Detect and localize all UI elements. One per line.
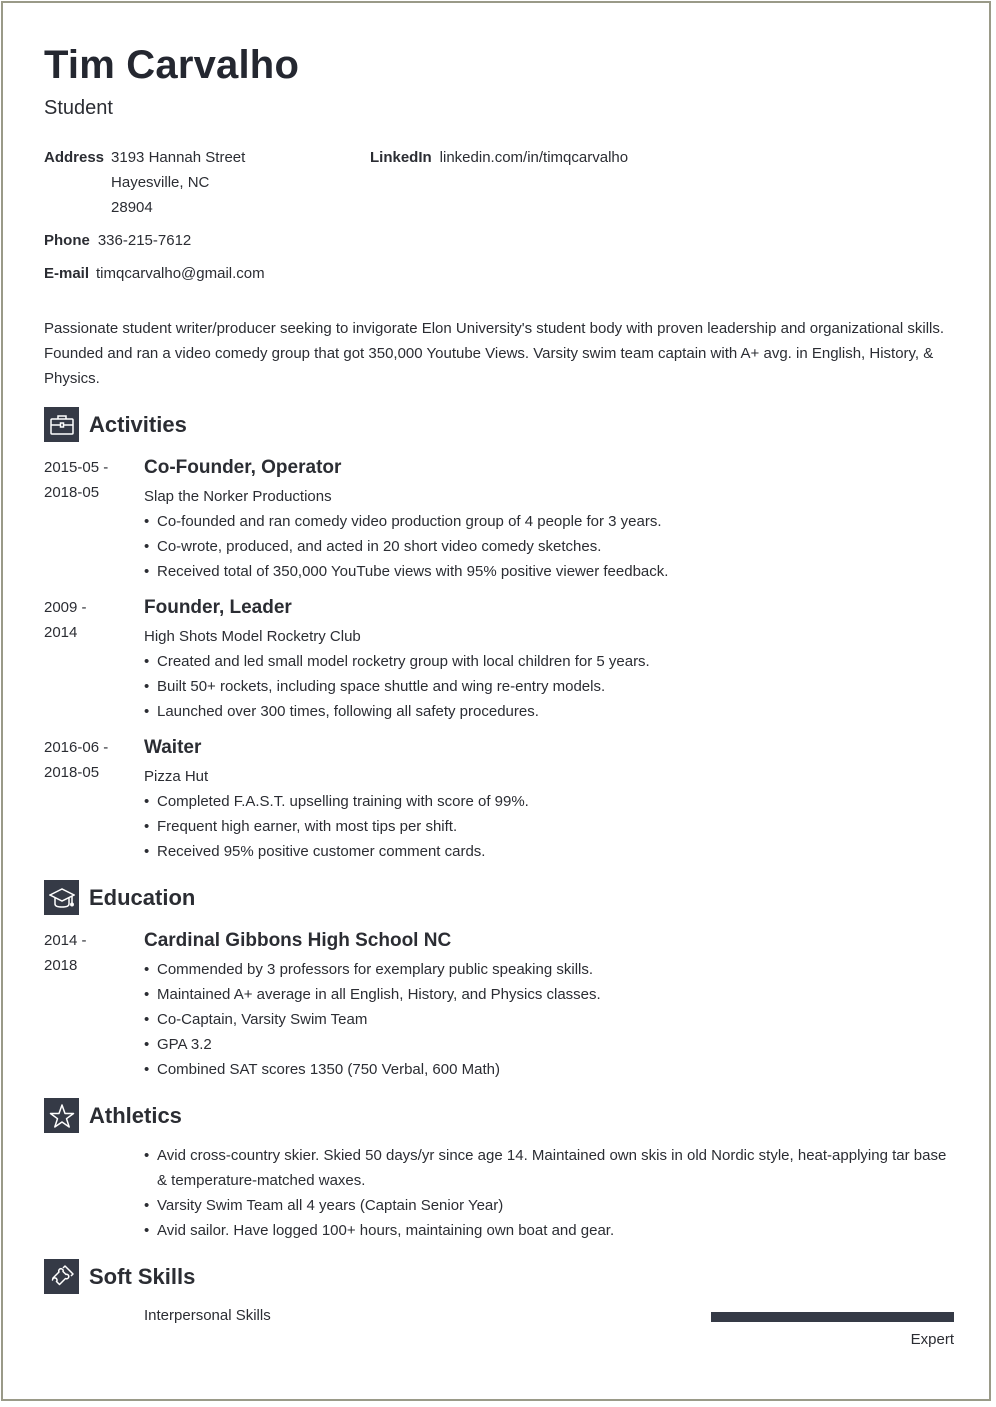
briefcase-icon — [44, 407, 79, 442]
bullet-item: • Combined SAT scores 1350 (750 Verbal, 600 Math) — [144, 1057, 954, 1082]
contact-address — [44, 145, 245, 220]
graduation-cap-icon — [44, 880, 79, 915]
entry-content — [144, 1143, 954, 1243]
entry-title: Co-Founder, Operator — [144, 457, 342, 478]
contact-phone — [44, 228, 191, 253]
section-header-soft-skills — [44, 1259, 195, 1294]
star-icon — [44, 1098, 79, 1133]
entry-date — [44, 735, 134, 785]
bullet-item: • Co-wrote, produced, and acted in 20 short video comedy sketches. — [144, 534, 954, 559]
date-end: 2018-05 — [44, 764, 100, 781]
bullet-item: • Co-Captain, Varsity Swim Team — [144, 1007, 954, 1032]
section-header-athletics — [44, 1098, 182, 1133]
address-label: Address — [44, 149, 105, 166]
entry-content — [144, 735, 954, 864]
entry-title: Cardinal Gibbons High School NC — [144, 930, 452, 951]
entry-bullets — [144, 789, 954, 864]
skill-name: Interpersonal Skills — [144, 1307, 271, 1324]
bullet-item: • Launched over 300 times, following all safety procedures. — [144, 699, 954, 724]
candidate-role: Student — [44, 97, 113, 119]
bullet-item: • Received total of 350,000 YouTube views with 95% positive viewer feedback. — [144, 559, 954, 584]
date-end: 2018-05 — [44, 484, 100, 501]
date-start: 2016-06 - — [44, 739, 109, 756]
address-line: 28904 — [111, 199, 153, 216]
section-header-activities — [44, 407, 187, 442]
entry-bullets — [144, 509, 954, 584]
bullet-item: • Commended by 3 professors for exemplary public speaking skills. — [144, 957, 954, 982]
section-title-education: Education — [89, 884, 196, 910]
address-line: Hayesville, NC — [111, 174, 210, 191]
bullet-item: • Avid cross-country skier. Skied 50 days/yr since age 14. Maintained own skis in old Nordic style, heat-applying tar base & temperature-matched waxes. — [144, 1143, 954, 1193]
section-header-education — [44, 880, 195, 915]
date-start: 2009 - — [44, 599, 87, 616]
entry-content — [144, 928, 954, 1082]
bullet-item: • Created and led small model rocketry group with local children for 5 years. — [144, 649, 954, 674]
email-link[interactable]: timqcarvalho@gmail.com — [96, 265, 265, 282]
puzzle-piece-icon — [44, 1259, 79, 1294]
date-start: 2015-05 - — [44, 459, 109, 476]
bullet-item: • Frequent high earner, with most tips per shift. — [144, 814, 954, 839]
contact-email — [44, 261, 265, 286]
section-title-athletics: Athletics — [89, 1102, 182, 1128]
phone-label: Phone — [44, 232, 90, 249]
entry-date — [44, 595, 134, 645]
bullet-item: • Varsity Swim Team all 4 years (Captain Senior Year) — [144, 1193, 954, 1218]
candidate-name: Tim Carvalho — [44, 43, 300, 87]
entry-content — [144, 595, 954, 724]
date-end: 2014 — [44, 624, 78, 641]
date-start: 2014 - — [44, 932, 87, 949]
entry-organization: Pizza Hut — [144, 768, 209, 785]
linkedin-link[interactable]: linkedin.com/in/timqcarvalho — [439, 149, 629, 166]
bullet-item: • Avid sailor. Have logged 100+ hours, maintaining own boat and gear. — [144, 1218, 954, 1243]
bullet-item: • Co-founded and ran comedy video production group of 4 people for 3 years. — [144, 509, 954, 534]
bullet-item: • Received 95% positive customer comment cards. — [144, 839, 954, 864]
entry-organization: High Shots Model Rocketry Club — [144, 628, 361, 645]
bullet-item: • Maintained A+ average in all English, History, and Physics classes. — [144, 982, 954, 1007]
entry-title: Waiter — [144, 737, 202, 758]
entry-bullets — [144, 1143, 954, 1243]
summary-text: Passionate student writer/producer seeking to invigorate Elon University's student body with proven leadership and organizational skills. Founded and ran a video comedy group that got 350,000 Youtube Views. Varsity swim team captain with A+ avg. in English, History, & Physics. — [44, 320, 945, 387]
section-title-soft-skills: Soft Skills — [89, 1263, 196, 1289]
date-end: 2018 — [44, 957, 78, 974]
bullet-item: • GPA 3.2 — [144, 1032, 954, 1057]
linkedin-label: LinkedIn — [370, 149, 432, 166]
skill-level-label: Expert — [910, 1331, 954, 1348]
phone-value: 336-215-7612 — [97, 232, 192, 249]
email-label: E-mail — [44, 265, 90, 282]
section-title-activities: Activities — [89, 411, 187, 437]
address-value — [111, 145, 245, 220]
contact-linkedin — [370, 145, 628, 170]
address-line: 3193 Hannah Street — [111, 149, 246, 166]
bullet-item: • Built 50+ rockets, including space shuttle and wing re-entry models. — [144, 674, 954, 699]
skill-level-bar — [711, 1312, 954, 1322]
entry-bullets — [144, 649, 954, 724]
bullet-item: • Completed F.A.S.T. upselling training with score of 99%. — [144, 789, 954, 814]
entry-content — [144, 455, 954, 584]
entry-date — [44, 928, 134, 978]
resume-page — [1, 1, 991, 1401]
entry-title: Founder, Leader — [144, 597, 292, 618]
entry-bullets — [144, 957, 954, 1082]
entry-organization: Slap the Norker Productions — [144, 488, 332, 505]
entry-date — [44, 455, 134, 505]
